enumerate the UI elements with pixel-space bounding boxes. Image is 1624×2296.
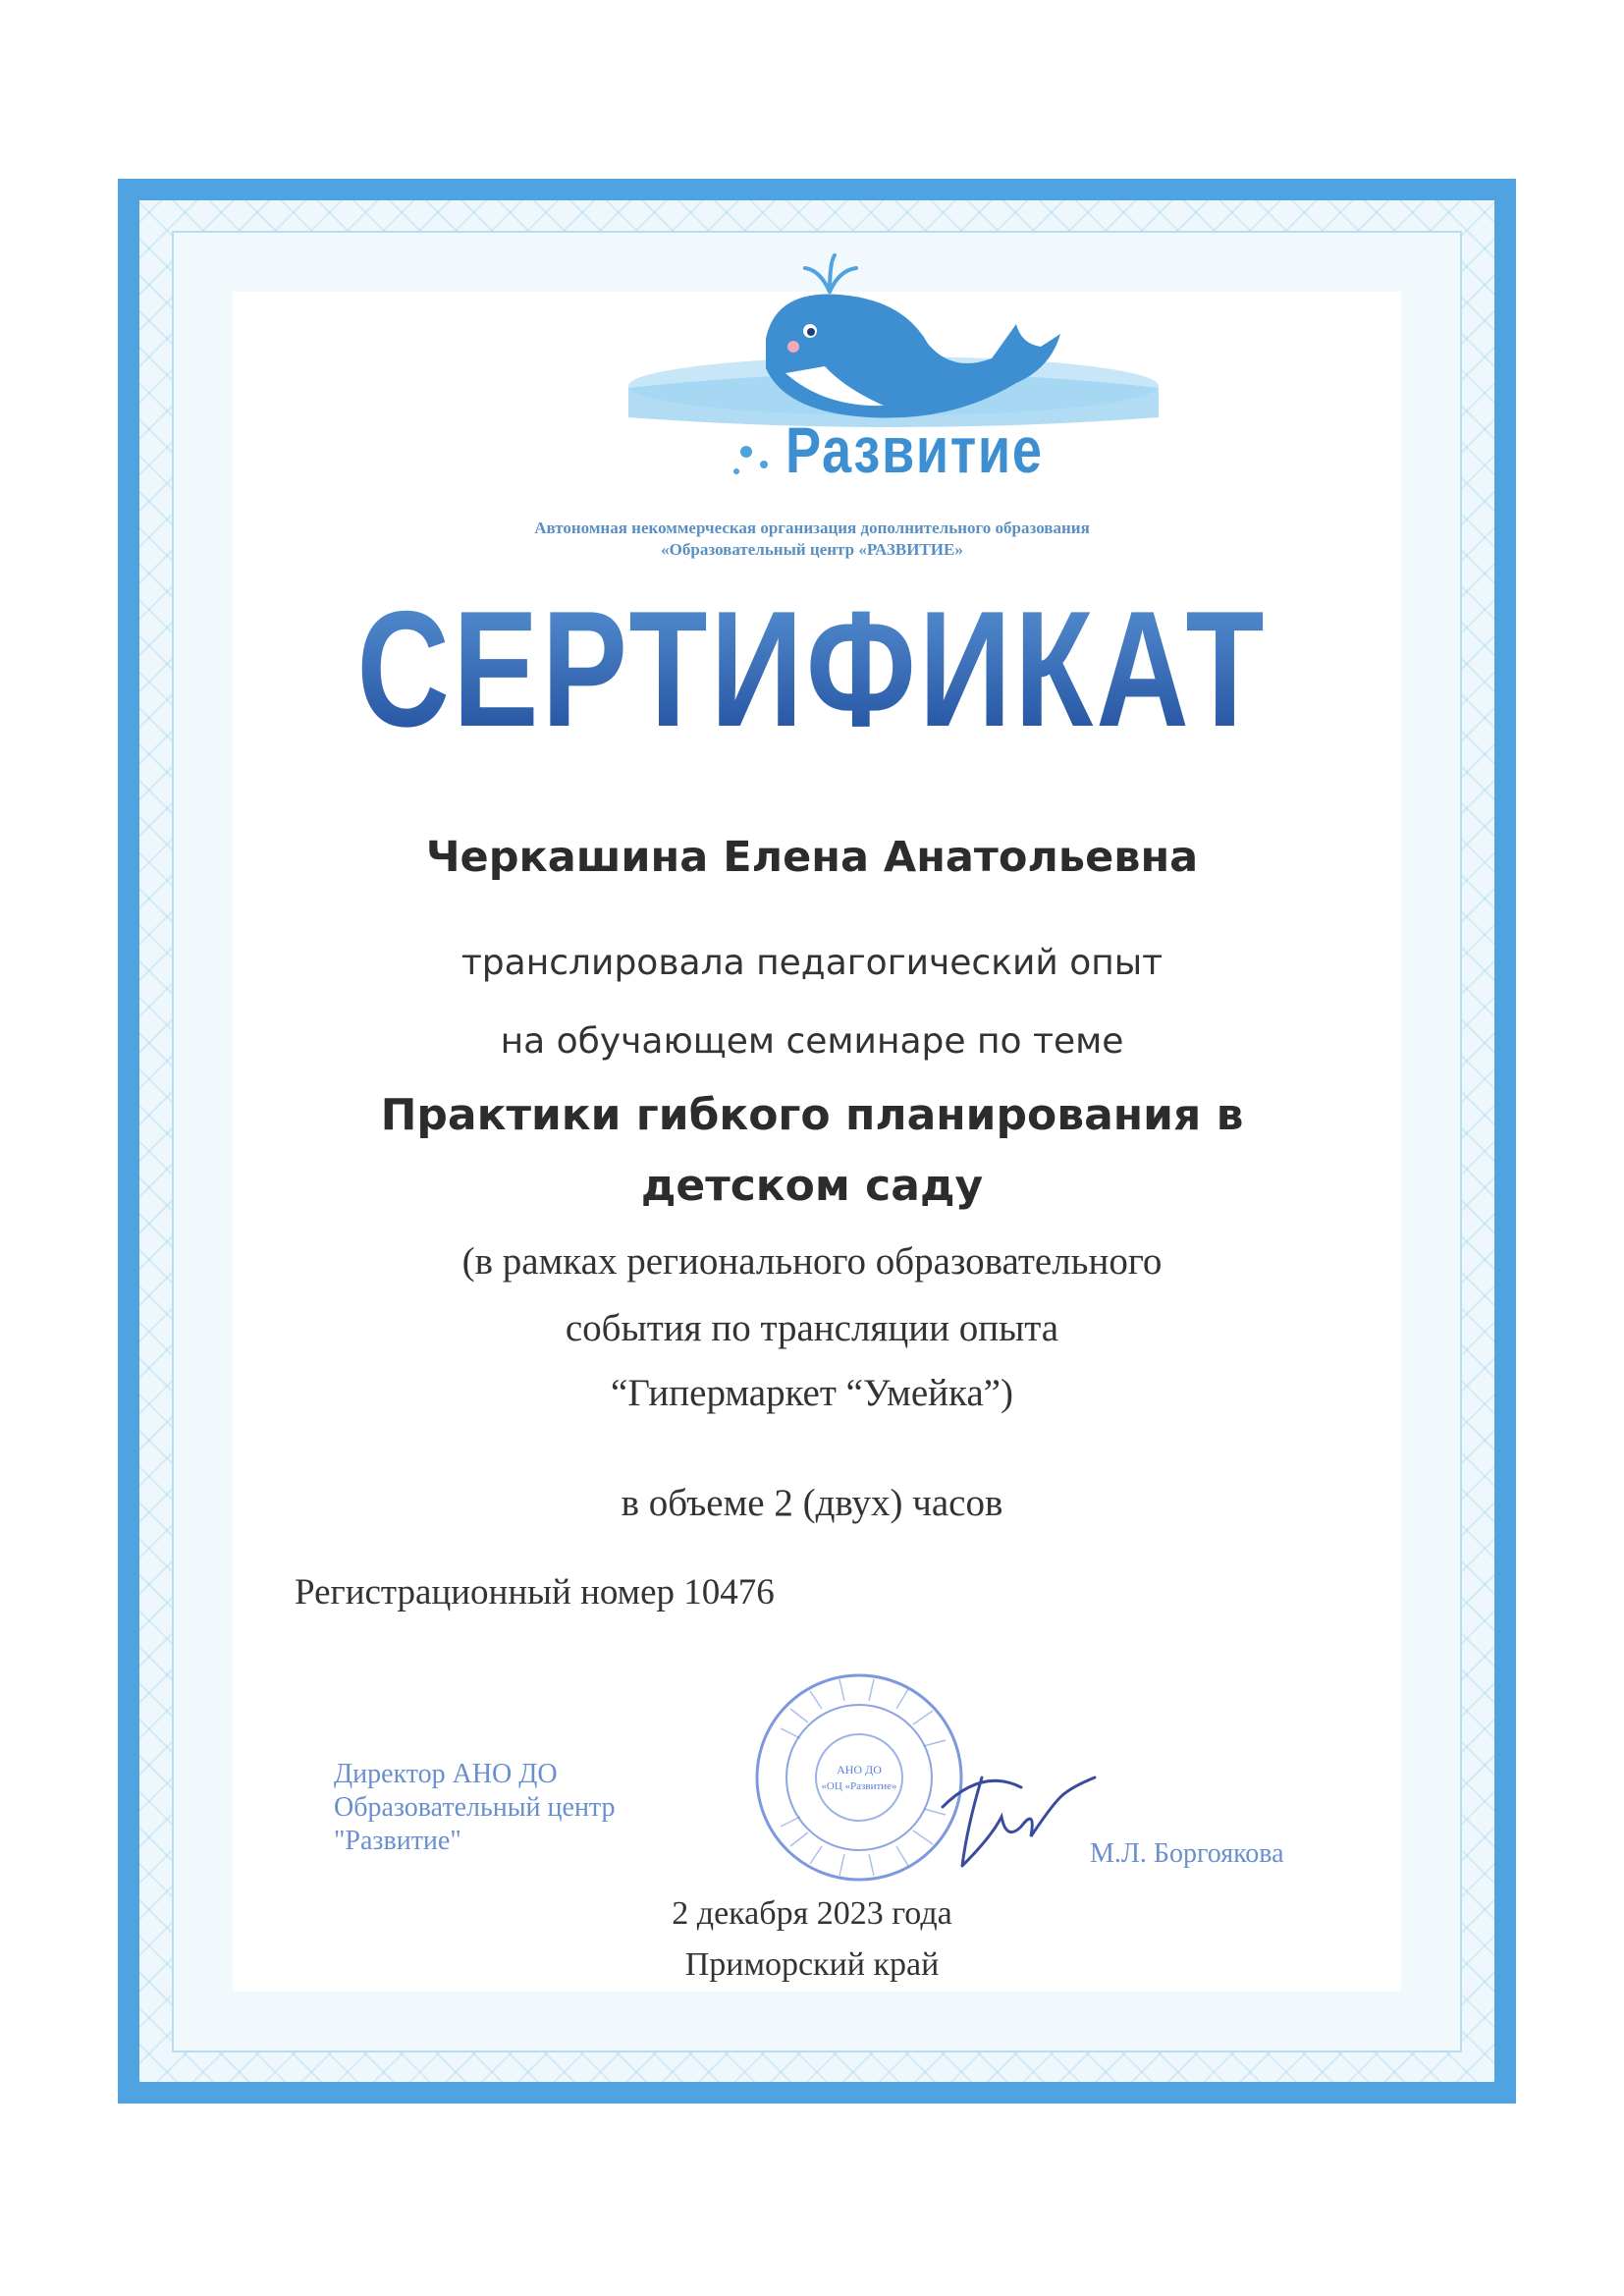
stamp-center-line-2: «ОЦ «Развитие» <box>821 1780 897 1792</box>
context-line-3: “Гипермаркет “Умейка”) <box>611 1372 1013 1414</box>
director-line-3: "Развитие" <box>334 1826 461 1856</box>
context-line-1: (в рамках регионального образовательного <box>461 1240 1163 1283</box>
director-line-2: Образовательный центр <box>334 1792 616 1823</box>
handwritten-signature <box>923 1748 1110 1886</box>
brand-name: Развитие <box>785 413 1044 486</box>
stamp-center-line-1: АНО ДО <box>837 1763 882 1777</box>
statement-line-2: на обучающем семинаре по теме <box>500 1021 1124 1062</box>
topic-line-2: детском саду <box>640 1161 984 1211</box>
certificate-title: СЕРТИФИКАТ <box>179 574 1445 764</box>
volume-line: в объеме 2 (двух) часов <box>621 1482 1003 1524</box>
context-line-2: события по трансляции опыта <box>565 1307 1059 1349</box>
statement-line-1: транслировала педагогический опыт <box>460 943 1164 983</box>
topic-line-1: Практики гибкого планирования в <box>380 1090 1244 1140</box>
director-line-1: Директор АНО ДО <box>334 1759 558 1789</box>
issue-date: 2 декабря 2023 года <box>672 1895 952 1932</box>
recipient-name: Черкашина Елена Анатольевна <box>425 833 1199 882</box>
org-line-2: «Образовательный центр «РАЗВИТИЕ» <box>661 540 963 559</box>
registration-number: Регистрационный номер 10476 <box>295 1572 775 1613</box>
signer-name: М.Л. Боргоякова <box>1090 1838 1284 1869</box>
issue-region: Приморский край <box>684 1946 940 1983</box>
org-line-1: Автономная некоммерческая организация дополнительного образования <box>534 519 1090 537</box>
